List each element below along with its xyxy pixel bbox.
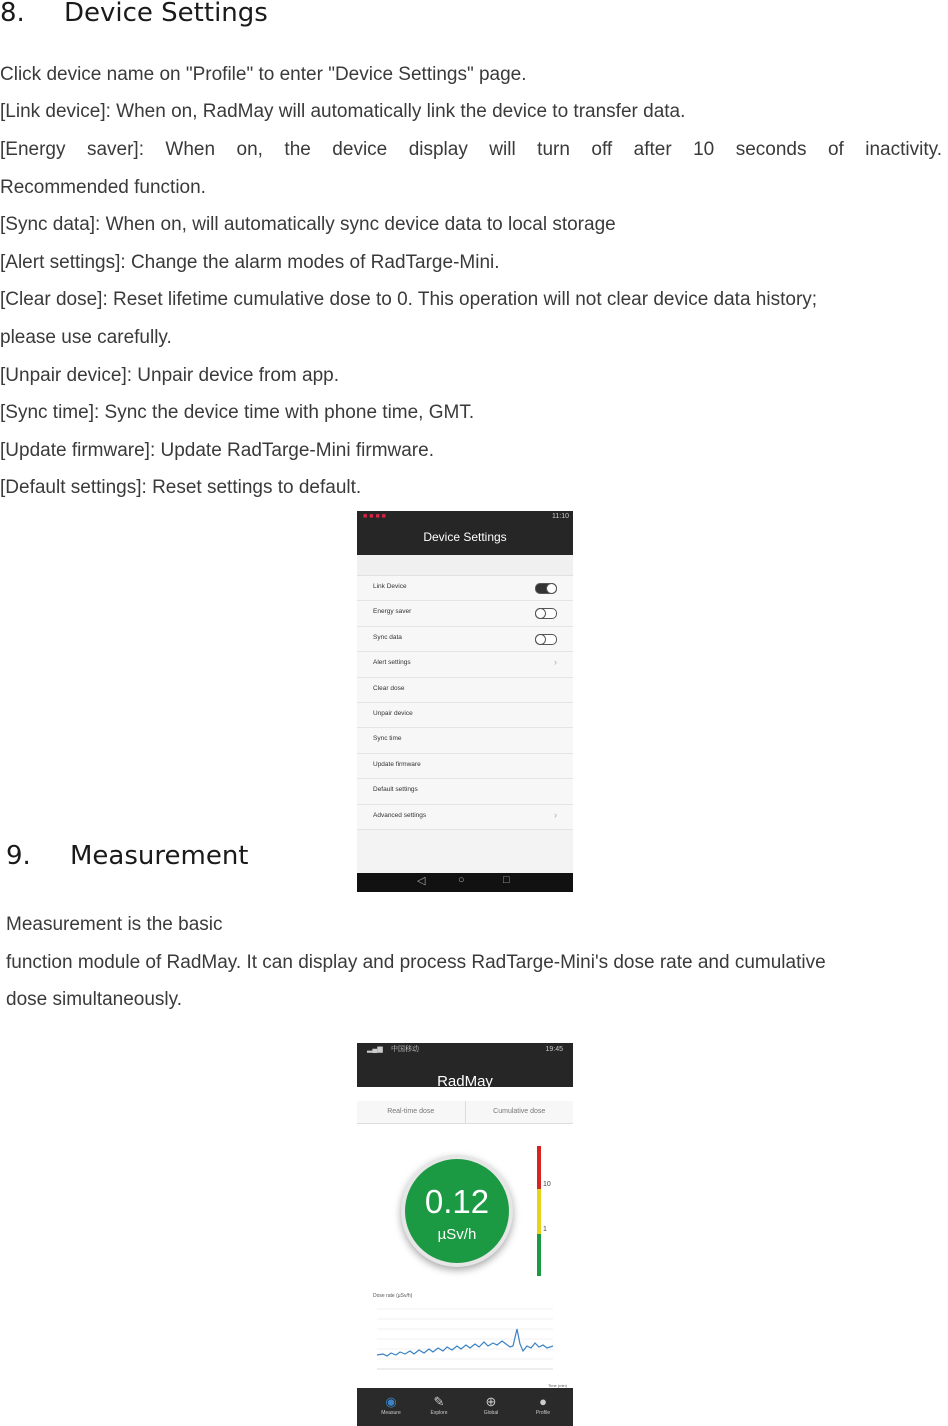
settings-list [357, 576, 573, 830]
settings-row[interactable] [357, 678, 573, 703]
settings-row[interactable] [357, 652, 573, 677]
section-9-heading [6, 841, 249, 871]
settings-row[interactable] [357, 728, 573, 753]
tab-cumulative-dose[interactable]: Cumulative dose [493, 1108, 546, 1115]
measure-icon: ◉ [385, 1394, 397, 1409]
scale-label-10: 10 [543, 1181, 551, 1188]
status-time: 11:10 [552, 513, 569, 520]
android-nav-bar [357, 873, 573, 892]
nav-explore[interactable]: ✎ Explore [419, 1394, 459, 1416]
back-icon[interactable]: ◁ [417, 875, 426, 887]
alert-settings-text: [Alert settings]: Change the alarm modes of RadTarge-Mini. [0, 252, 500, 273]
settings-row-label: Update firmware [373, 760, 421, 768]
settings-row[interactable] [357, 627, 573, 652]
settings-row-label: Sync data [373, 633, 402, 641]
unpair-text: [Unpair device]: Unpair device from app. [0, 365, 339, 386]
dose-rate-unit: µSv/h [437, 1226, 477, 1243]
carrier-name: 中国移动 [391, 1046, 419, 1053]
scale-green [537, 1234, 541, 1276]
notification-icons: ■■■■ [363, 513, 388, 520]
chevron-right-icon: › [554, 657, 557, 668]
clear-dose-text-cont: please use carefully. [0, 327, 172, 348]
status-time: 19:45 [545, 1046, 563, 1053]
screen-title: Device Settings [357, 523, 573, 555]
settings-row-label: Link Device [373, 583, 407, 590]
settings-row[interactable] [357, 779, 573, 804]
scale-label-1: 1 [543, 1226, 547, 1233]
settings-row[interactable] [357, 754, 573, 779]
settings-row[interactable] [357, 703, 573, 728]
dose-rate-chart [369, 1299, 561, 1381]
home-icon[interactable]: ○ [458, 874, 465, 886]
device-settings-screenshot [357, 511, 573, 892]
settings-row[interactable] [357, 805, 573, 830]
intro-text: Click device name on "Profile" to enter "Device Settings" page. [0, 64, 527, 85]
section-title: Device Settings [64, 0, 268, 28]
settings-row-label: Default settings [373, 786, 418, 794]
settings-row[interactable] [357, 576, 573, 601]
settings-row[interactable] [357, 601, 573, 626]
toggle-switch[interactable] [535, 583, 557, 594]
settings-row-label: Unpair device [373, 709, 413, 717]
settings-row-label: Advanced settings [373, 811, 427, 819]
measurement-text-1: Measurement is the basic [6, 914, 223, 935]
measurement-text-3: dose simultaneously. [6, 989, 183, 1010]
user-icon: ● [539, 1394, 547, 1409]
status-bar [357, 511, 573, 523]
settings-row-label: Energy saver [373, 608, 412, 616]
settings-row-label: Sync time [373, 735, 402, 743]
section-number: 8. [0, 0, 25, 28]
settings-row-label: Alert settings [373, 659, 411, 667]
tab-realtime-dose[interactable]: Real-time dose [357, 1101, 466, 1123]
globe-icon: ⊕ [485, 1394, 497, 1409]
clear-dose-text: [Clear dose]: Reset lifetime cumulative dose to 0. This operation will not clear device data history; [0, 289, 818, 310]
nav-global[interactable]: ⊕ Global [471, 1394, 511, 1416]
energy-saver-text: [Energy saver]: When on, the device display will turn off after 10 seconds of inactivity. [0, 139, 942, 160]
dose-tabs [357, 1101, 573, 1124]
energy-saver-text-cont: Recommended function. [0, 177, 206, 198]
toggle-switch[interactable] [535, 634, 557, 645]
dose-rate-gauge [401, 1155, 513, 1267]
update-firmware-text: [Update firmware]: Update RadTarge-Mini firmware. [0, 440, 434, 461]
measurement-text-2: function module of RadMay. It can display and process RadTarge-Mini's dose rate and cumulative [6, 952, 826, 973]
dose-rate-value: 0.12 [424, 1183, 490, 1220]
scale-yellow [537, 1189, 541, 1234]
time-axis-label: Time (min) [548, 1383, 567, 1388]
section-8-heading [0, 0, 268, 28]
sync-data-text: [Sync data]: When on, will automatically sync device data to local storage [0, 214, 616, 235]
toggle-switch[interactable] [535, 608, 557, 619]
sync-time-text: [Sync time]: Sync the device time with phone time, GMT. [0, 402, 475, 423]
default-settings-text: [Default settings]: Reset settings to default. [0, 477, 362, 498]
scale-red [537, 1146, 541, 1189]
dose-level-scale [537, 1146, 541, 1276]
chevron-right-icon: › [554, 809, 557, 820]
bottom-navigation [357, 1388, 573, 1426]
footprints-icon: ✎ [433, 1394, 445, 1409]
chart-label: Dose rate (µSv/h) [373, 1293, 413, 1299]
section-title: Measurement [70, 841, 249, 871]
settings-row-label: Clear dose [373, 684, 405, 692]
measurement-screenshot [357, 1043, 573, 1426]
app-title: RadMay [357, 1043, 573, 1087]
link-device-text: [Link device]: When on, RadMay will automatically link the device to transfer data. [0, 101, 686, 122]
toggle-knob [535, 634, 546, 645]
section-number: 9. [6, 841, 31, 871]
nav-profile[interactable]: ● Profile [523, 1394, 563, 1416]
nav-measure[interactable]: ◉ Measure [371, 1394, 411, 1416]
recent-apps-icon[interactable]: □ [503, 874, 510, 886]
toggle-knob [535, 608, 546, 619]
toggle-knob [546, 583, 557, 594]
signal-icon: ▂▄▆ [367, 1046, 383, 1053]
status-bar [357, 1043, 573, 1057]
